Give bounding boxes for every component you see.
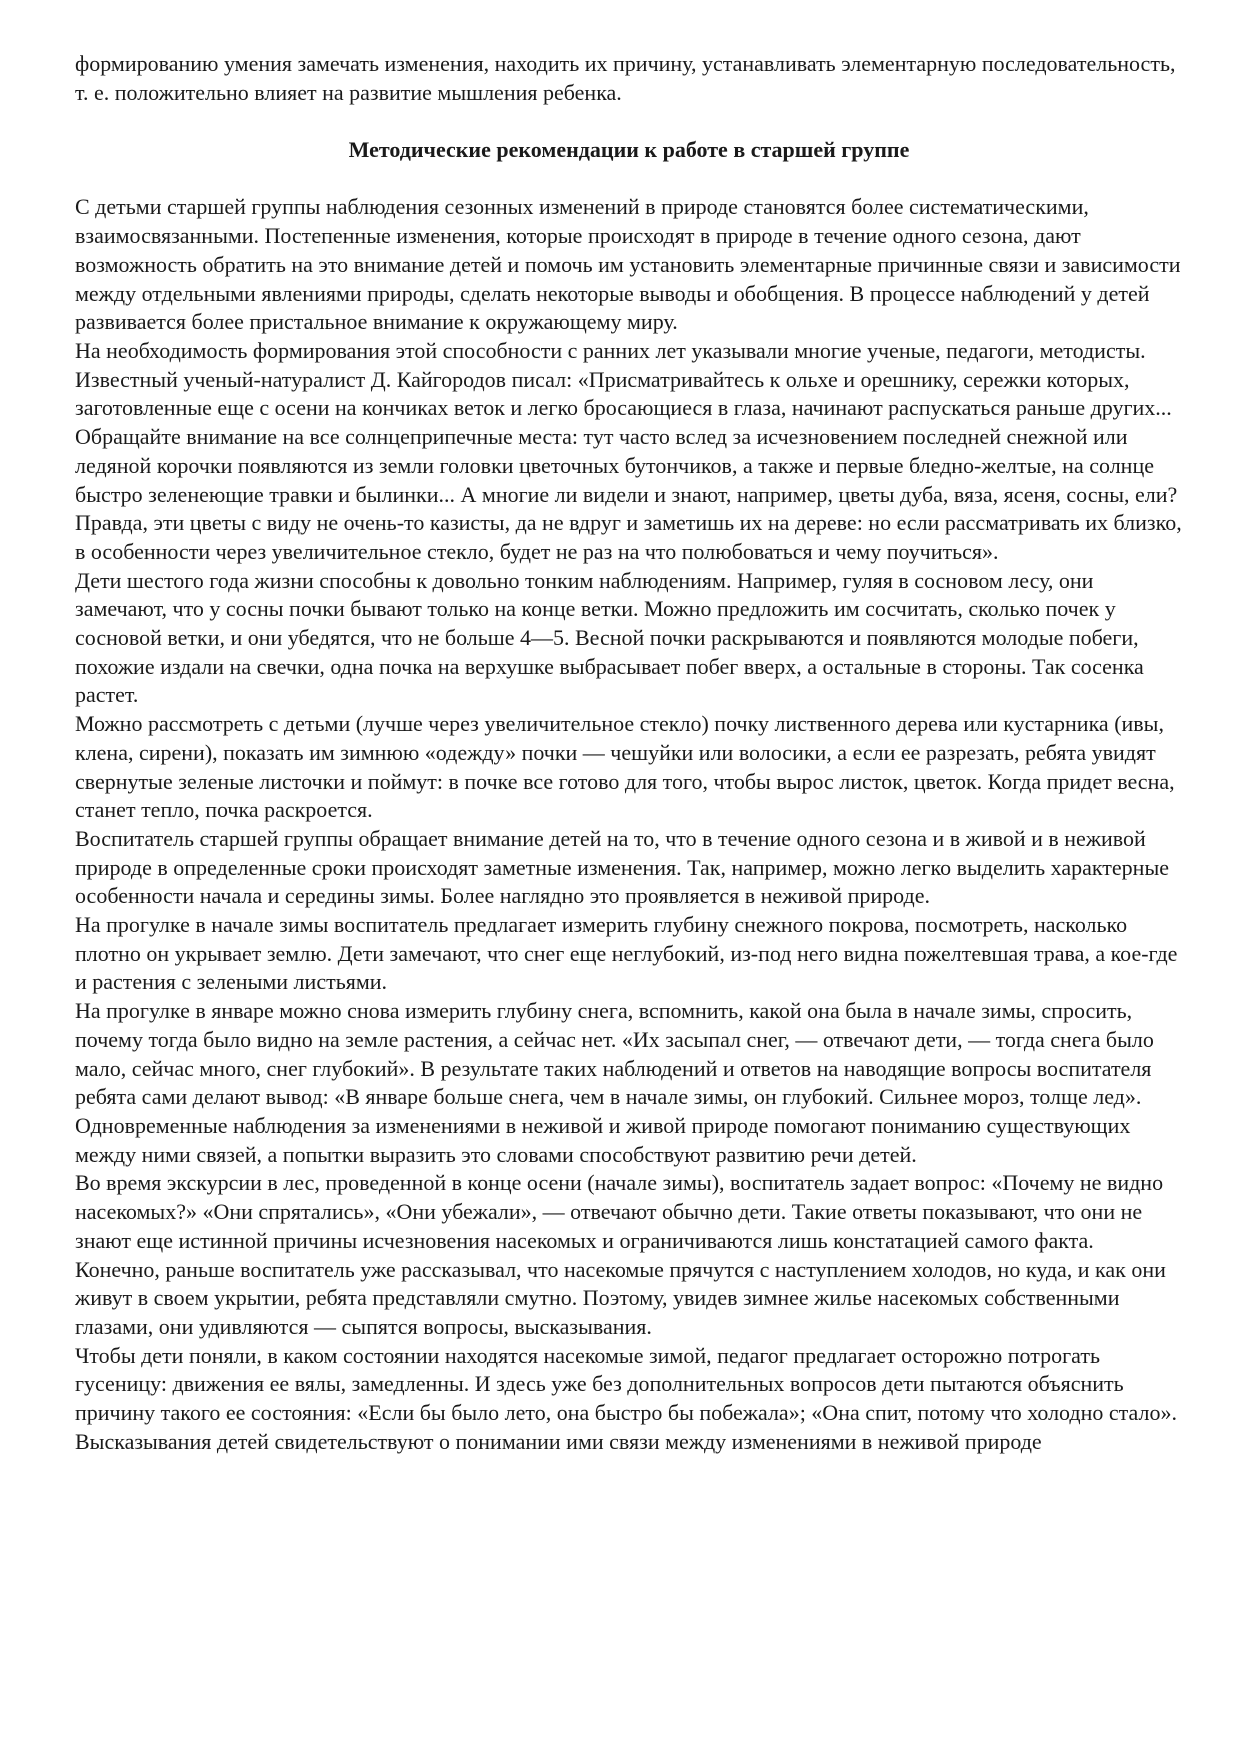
paragraph-5: Воспитатель старшей группы обращает внимание детей на то, что в течение одного сезона и в живой и в неживой природе в определенные сроки происходят заметные изменения. Так, например, можно легко выделить характерные особенности начала и середины зимы. Более наглядно это проявляется в неживой природе. (75, 825, 1169, 909)
paragraph-3: Дети шестого года жизни способны к довольно тонким наблюдениям. Например, гуляя в сосновом лесу, они замечают, что у сосны почки бывают только на конце ветки. Можно предложить им сосчитать, сколько почек у сосновой ветки, и они убедятся, что не больше 4—5. Весной почки раскрываются и появляются молодые побеги, похожие издали на свечки, одна почка на верхушке выбрасывает побег вверх, а остальные в стороны. Так сосенка растет. (75, 567, 1144, 708)
intro-paragraph: формированию умения замечать изменения, находить их причину, устанавливать элементарную последовательность, т. е. положительно влияет на развитие мышления ребенка. (75, 51, 1176, 105)
document-page (75, 50, 1183, 1456)
paragraph-2: На необходимость формирования этой способности с ранних лет указывали многие ученые, педагоги, методисты. Известный ученый-натуралист Д. Кайгородов писал: «Присматривайтесь к ольхе и орешнику, сережки которых, заготовленные еще с осени на кончиках веток и легко бросающиеся в глаза, начинают распускаться раньше других... Обращайте внимание на все солнцеприпечные места: тут часто вслед за исчезновением последней снежной или ледяной корочки появляются из земли головки цветочных бутончиков, а также и первые бледно-желтые, на солнце быстро зеленеющие травки и былинки... А многие ли видели и знают, например, цветы дуба, вяза, ясеня, сосны, ели? Правда, эти цветы с виду не очень-то казисты, да не вдруг и заметишь их на дереве: но если рассматривать их близко, в особенности через увеличительное стекло, будет не раз на что полюбоваться и чему поучиться». (75, 338, 1182, 564)
paragraph-10: Чтобы дети поняли, в каком состоянии находятся насекомые зимой, педагог предлагает осторожно потрогать гусеницу: движения ее вялы, замедленны. И здесь уже без дополнительных вопросов дети пытаются объяснить причину такого ее состояния: «Если бы было лето, она быстро бы побежала»; «Она спит, потому что холодно стало». (75, 1342, 1177, 1426)
paragraph-9: Во время экскурсии в лес, проведенной в конце осени (начале зимы), воспитатель задает вопрос: «Почему не видно насекомых?» «Они спрятались», «Они убежали», — отвечают обычно дети. Такие ответы показывают, что они не знают еще истинной причины исчезновения насекомых и ограничиваются лишь констатацией самого факта. Конечно, раньше воспитатель уже рассказывал, что насекомые прячутся с наступлением холодов, но куда, и как они живут в своем укрытии, ребята представляли смутно. Поэтому, увидев зимнее жилье насекомых собственными глазами, они удивляются — сыпятся вопросы, высказывания. (75, 1170, 1166, 1339)
section-title: Методические рекомендации к работе в старшей группе (348, 137, 910, 163)
paragraph-4: Можно рассмотреть с детьми (лучше через увеличительное стекло) почку лиственного дерева или кустарника (ивы, клена, сирени), показать им зимнюю «одежду» почки — чешуйки или волосики, а если ее разрезать, ребята увидят свернутые зеленые листочки и поймут: в почке все готово для того, чтобы вырос листок, цветок. Когда придет весна, станет тепло, почка раскроется. (75, 711, 1175, 823)
paragraph-11: Высказывания детей свидетельствуют о понимании ими связи между изменениями в неживой природе (75, 1428, 1042, 1454)
paragraph-7: На прогулке в январе можно снова измерить глубину снега, вспомнить, какой она была в начале зимы, спросить, почему тогда было видно на земле растения, а сейчас нет. «Их засыпал снег, — отвечают дети, — тогда снега было мало, сейчас много, снег глубокий». В результате таких наблюдений и ответов на наводящие вопросы воспитателя ребята сами делают вывод: «В январе больше снега, чем в начале зимы, он глубокий. Сильнее мороз, толще лед». (75, 998, 1154, 1110)
paragraph-8: Одновременные наблюдения за изменениями в неживой и живой природе помогают пониманию существующих между ними связей, а попытки выразить это словами способствуют развитию речи детей. (75, 1112, 1131, 1167)
paragraph-1: С детьми старшей группы наблюдения сезонных изменений в природе становятся более систематическими, взаимосвязанными. Постепенные изменения, которые происходят в природе в течение одного сезона, дают возможность обратить на это внимание детей и помочь им установить элементарные причинные связи и зависимости между отдельными явлениями природы, сделать некоторые выводы и обобщения. В процессе наблюдений у детей развивается более пристальное внимание к окружающему миру. (75, 194, 1181, 335)
paragraph-6: На прогулке в начале зимы воспитатель предлагает измерить глубину снежного покрова, посмотреть, насколько плотно он укрывает землю. Дети замечают, что снег еще неглубокий, из-под него видна пожелтевшая трава, а кое-где и растения с зелеными листьями. (75, 912, 1178, 995)
